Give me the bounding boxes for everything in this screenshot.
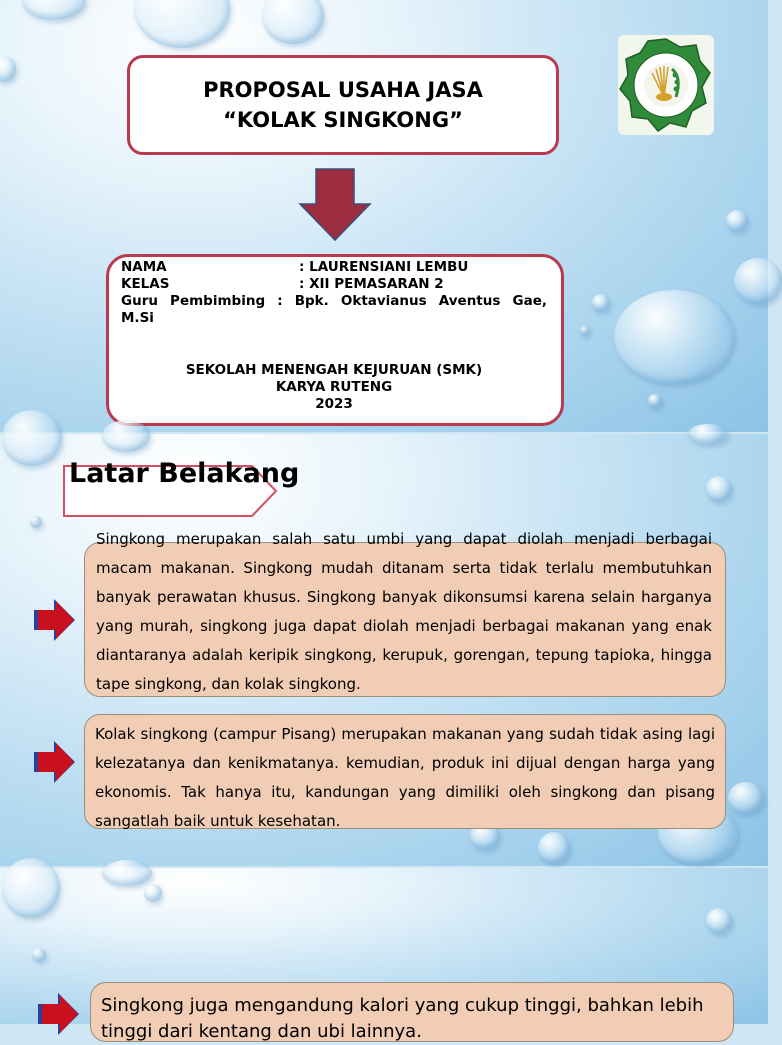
info-box (106, 254, 564, 426)
right-arrow-icon (38, 992, 80, 1036)
info-row-kelas (121, 276, 547, 293)
slide-2 (0, 434, 768, 866)
section-heading: Latar Belakang (69, 458, 300, 489)
school-name-line-1: SEKOLAH MENENGAH KEJURUAN (SMK) (185, 362, 483, 378)
water-drop (538, 832, 570, 864)
water-drop (0, 56, 16, 82)
water-drop (728, 782, 764, 814)
right-arrow-icon (34, 740, 76, 784)
paragraph-box-3 (90, 982, 734, 1042)
info-label: NAMA (121, 259, 167, 275)
paragraph-2: Kolak singkong (campur Pisang) merupakan makanan yang sudah tidak asing lagi kelezatanya dan kenikmatanya. kemudian, produk ini dijual dengan harga yang ekonomis. Tak hanya itu, kandungan yang dimiliki oleh singkong dan pisang sangatlah baik untuk kesehatan. (95, 725, 715, 830)
water-drop (262, 0, 324, 44)
info-row-nama (121, 259, 547, 276)
info-guru: Guru Pembimbing : Bpk. Oktavianus Aventus Gae, M.Si (121, 293, 547, 326)
water-drop (2, 410, 62, 466)
water-drop (614, 290, 734, 384)
right-arrow-icon (34, 598, 76, 642)
water-drop (706, 908, 732, 934)
school-year: 2023 (315, 396, 353, 412)
title-box (127, 55, 559, 155)
water-drop (22, 0, 86, 20)
water-drop (2, 858, 60, 918)
school-name-line-2: KARYA RUTENG (275, 379, 393, 395)
slide-1 (0, 0, 768, 432)
water-drop (32, 948, 46, 962)
water-drop (134, 0, 230, 48)
water-drop (734, 258, 782, 304)
down-arrow-icon (298, 168, 372, 242)
water-drop (102, 860, 152, 886)
title-line-2: “KOLAK SINGKONG” (223, 108, 463, 132)
paragraph-1: Singkong merupakan salah satu umbi yang dapat diolah menjadi berbagai macam makanan. Singkong mudah ditanam serta tidak terlalu membutuhkan banyak perawatan khusus. Singkong banyak dikonsumsi karena selain harganya yang murah, singkong juga dapat diolah menjadi berbagai makanan yang enak diantaranya adalah keripik singkong, kerupuk, gorengan, tepung tapioka, hingga tape singkong, dan kolak singkong. (96, 530, 712, 693)
water-drop (144, 884, 162, 902)
info-value: : LAURENSIANI LEMBU (299, 259, 469, 275)
water-drop (706, 476, 732, 502)
info-value: : XII PEMASARAN 2 (299, 276, 444, 292)
school-logo (618, 35, 714, 135)
info-label: KELAS (121, 276, 170, 292)
water-drop (688, 424, 728, 444)
title-line-1: PROPOSAL USAHA JASA (203, 78, 483, 102)
water-drop (580, 326, 590, 336)
paragraph-box-2 (84, 714, 726, 829)
school-logo-icon (618, 35, 714, 135)
water-drop (648, 394, 662, 408)
water-drop (30, 516, 42, 528)
water-drop (102, 420, 150, 452)
slide-3 (0, 868, 768, 1042)
water-drop (726, 210, 748, 232)
paragraph-3: Singkong juga mengandung kalori yang cukup tinggi, bahkan lebih tinggi dari kentang dan ubi lainnya. (101, 995, 704, 1042)
water-drop (592, 294, 610, 312)
